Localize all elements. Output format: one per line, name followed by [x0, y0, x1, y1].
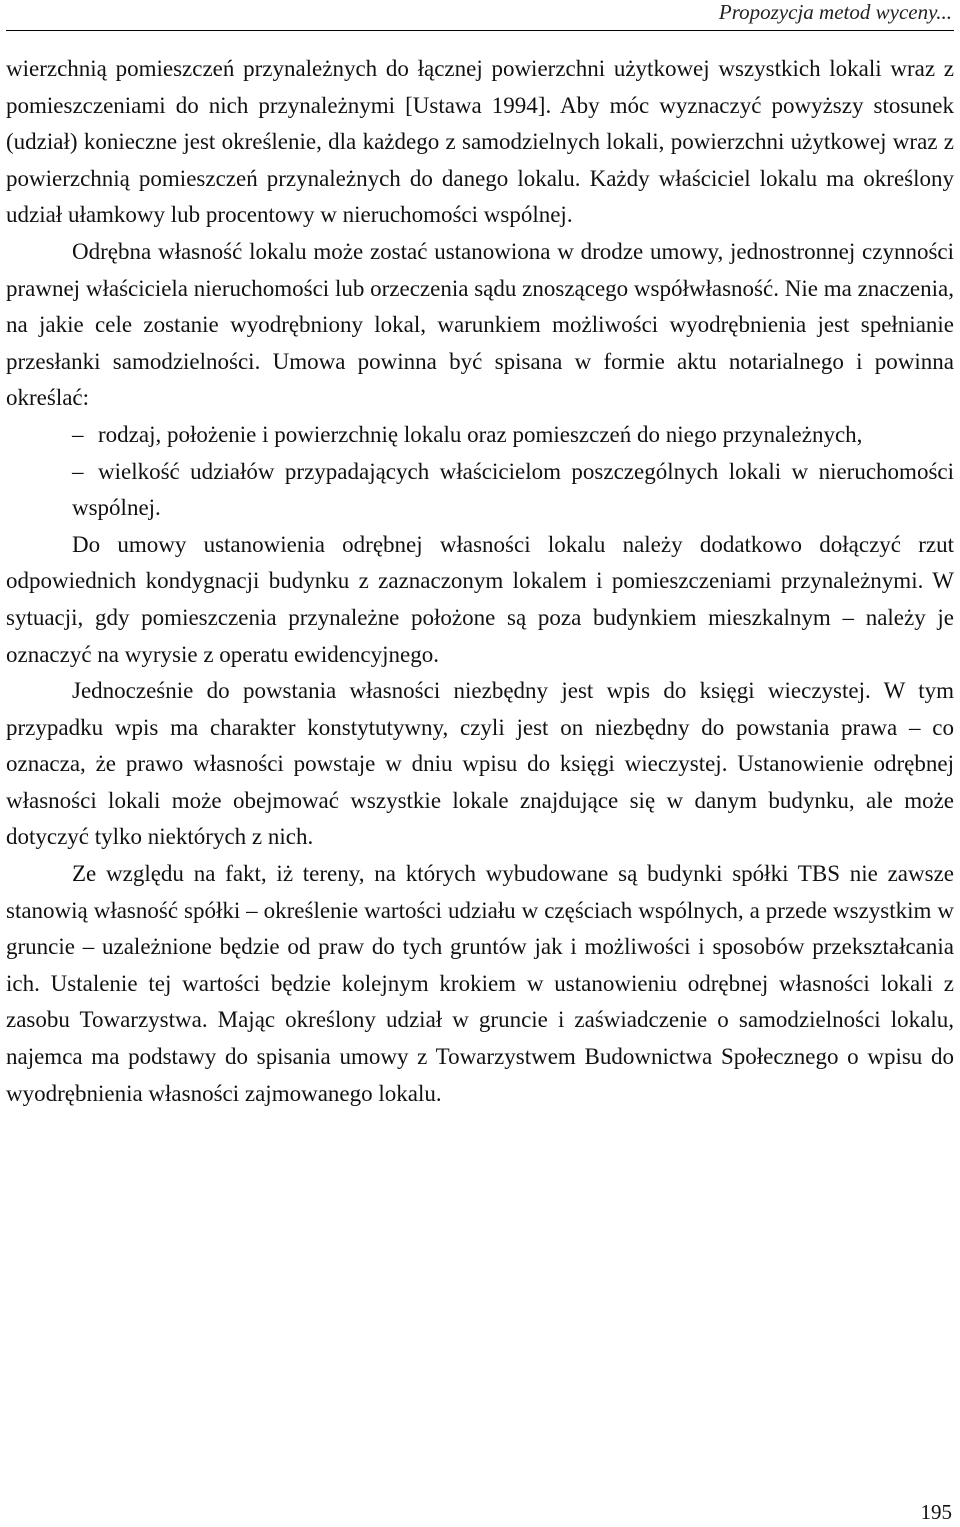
list-item-share-size [6, 454, 954, 527]
page-number: 195 [920, 1500, 952, 1524]
header-rule [6, 30, 954, 31]
running-header: Propozycja metod wyceny... [718, 0, 952, 24]
list-item-type-location [6, 417, 954, 454]
list-item-text: wielkość udziałów przypadających właścicielom poszczególnych lokali w nieruchomości wspólnej. [72, 458, 954, 521]
paragraph-separate-ownership: Odrębna własność lokalu może zostać ustanowiona w drodze umowy, jednostronnej czynności prawnej właściciela nieruchomości lub orzeczenia sądu znoszącego współwłasność. Nie ma znaczenia, na jakie cele zostanie wyodrębniony lokal, warunkiem możliwości wyodrębnienia jest spełnianie przesłanki samodzielności. Umowa powinna być spisana w formie aktu notarialnego i powinna określać: [6, 238, 954, 411]
list-dash-marker: – [72, 421, 84, 447]
paragraph-floor-plan: Do umowy ustanowienia odrębnej własności lokalu należy dodatkowo dołączyć rzut odpowiednich kondygnacji budynku z zaznaczonym lokalem i pomieszczeniami przynależnymi. W sytuacji, gdy pomieszczenia przynależne położone są poza budynkiem mieszkalnym – należy je oznaczyć na wyrysie z operatu ewidencyjnego. [6, 531, 954, 667]
paragraph-continuation: wierzchnią pomieszczeń przynależnych do łącznej powierzchni użytkowej wszystkich lokali wraz z pomieszczeniami do nich przynależnymi [Ustawa 1994]. Aby móc wyznaczyć powyższy stosunek (udział) konieczne jest określenie, dla każdego z samodzielnych lokali, powierzchni użytkowej wraz z powierzchnią pomieszczeń przynależnych do danego lokalu. Każdy właściciel lokalu ma określony udział ułamkowy lub procentowy w nieruchomości wspólnej. [6, 56, 954, 228]
paragraph-tbs-land: Ze względu na fakt, iż tereny, na których wybudowane są budynki spółki TBS nie zawsze stanowią własność spółki – określenie wartości udziału w częściach wspólnych, a przede wszystkim w gruncie – uzależnione będzie od praw do tych gruntów jak i możliwości i sposobów przekształcania ich. Ustalenie tej wartości będzie kolejnym krokiem w ustanowieniu odrębnej własności lokali z zasobu Towarzystwa. Mając określony udział w gruncie i zaświadczenie o samodzielności lokalu, najemca ma podstawy do spisania umowy z Towarzystwem Budownictwa Społecznego o wpisu do wyodrębnienia własności zajmowanego lokalu. [6, 861, 954, 1106]
list-dash-marker: – [72, 458, 84, 484]
paragraph-land-register: Jednocześnie do powstania własności niezbędny jest wpis do księgi wieczystej. W tym przypadku wpis ma charakter konstytutywny, czyli jest on niezbędny do powstania prawa – co oznacza, że prawo własności powstaje w dniu wpisu do księgi wieczystej. Ustanowienie odrębnej własności lokali może obejmować wszystkie lokale znajdujące się w danym budynku, ale może dotyczyć tylko niektórych z nich. [6, 678, 954, 850]
body-text [6, 51, 954, 1112]
list-item-text: rodzaj, położenie i powierzchnię lokalu oraz pomieszczeń do niego przynależnych, [98, 421, 863, 447]
